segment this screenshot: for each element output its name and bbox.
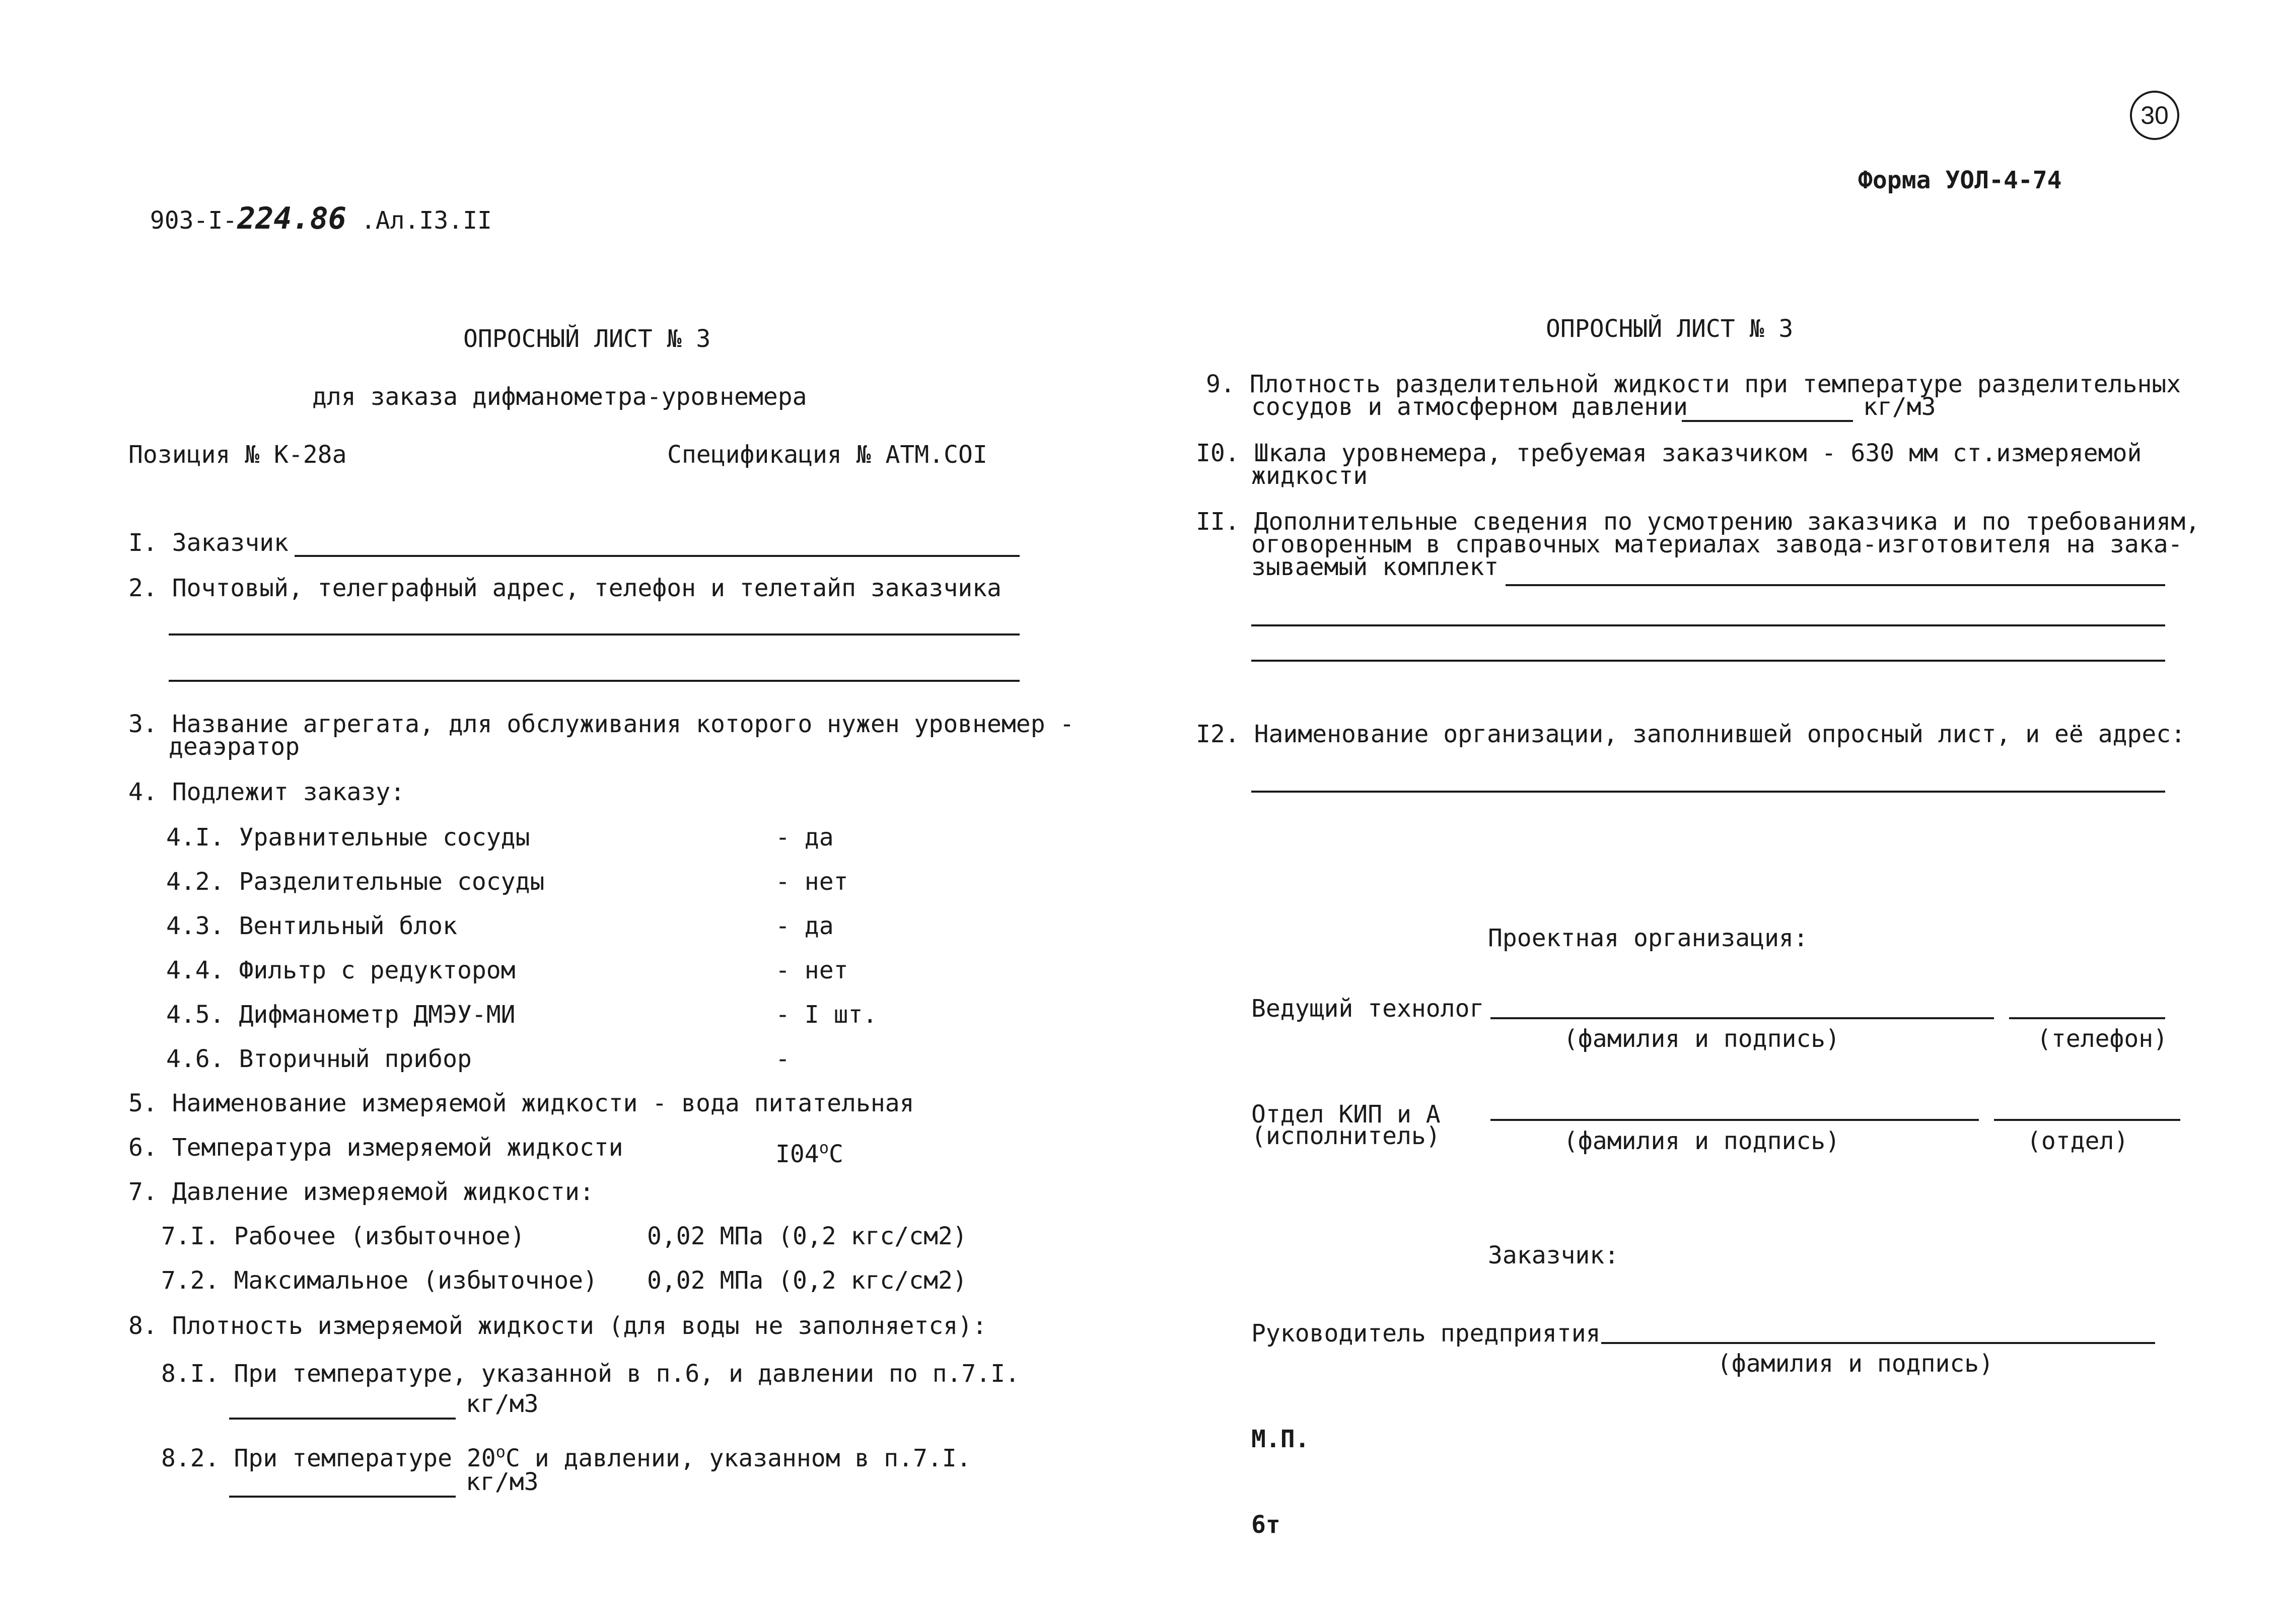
item-8-1-fill-line — [229, 1418, 456, 1420]
document-code-prefix: 903-I- — [150, 206, 238, 235]
kip-sign-caption: (фамилия и подпись) — [1563, 1127, 1840, 1155]
enterprise-head-sign-caption: (фамилия и подпись) — [1717, 1350, 1994, 1378]
item-8-2-degree: о — [495, 1442, 506, 1461]
lead-technologist-phone-line — [2009, 1017, 2165, 1019]
left-title: ОПРОСНЫЙ ЛИСТ № 3 — [463, 325, 711, 353]
item-8-1-unit: кг/м3 — [466, 1390, 539, 1418]
item-9-fill-line — [1682, 420, 1853, 422]
item-11-line-1: II. Дополнительные сведения по усмотрению заказчика и по требованиям, — [1196, 508, 2200, 536]
sub-item-4-4-value: - нет — [775, 956, 848, 984]
lead-technologist-sign-line — [1490, 1017, 1994, 1019]
item-12-organization: I2. Наименование организации, заполнившей опросный лист, и её адрес: — [1196, 720, 2186, 748]
form-label: Форма УОЛ-4-74 — [1858, 166, 2062, 194]
item-10-line-2: жидкости — [1251, 462, 1368, 490]
document-code-handwritten: 224.86 — [237, 201, 346, 236]
position-label: Позиция № К-28а — [128, 441, 347, 469]
design-organization-heading: Проектная организация: — [1488, 924, 1808, 952]
item-11-line-2: оговоренным в справочных материалах завода-изготовителя на зака- — [1251, 530, 2183, 558]
sub-item-4-4-label: 4.4. Фильтр с редуктором — [166, 956, 516, 984]
item-8-2-pre: 8.2. При температуре 20 — [161, 1444, 496, 1472]
item-9-unit: кг/м3 — [1863, 393, 1936, 421]
kip-executor-label: (исполнитель) — [1251, 1122, 1441, 1150]
item-5-liquid: 5. Наименование измеряемой жидкости - вода питательная — [128, 1089, 914, 1117]
item-8-density: 8. Плотность измеряемой жидкости (для воды не заполняется): — [128, 1312, 987, 1340]
item-1-customer: I. Заказчик — [128, 529, 289, 557]
sub-item-4-3-label: 4.3. Вентильный блок — [166, 912, 457, 940]
item-7-pressure: 7. Давление измеряемой жидкости: — [128, 1178, 594, 1206]
sub-item-4-6-value: - — [775, 1045, 790, 1073]
sub-item-4-5-label: 4.5. Дифманометр ДМЭУ-МИ — [166, 1001, 516, 1029]
right-title: ОПРОСНЫЙ ЛИСТ № 3 — [1546, 315, 1794, 343]
kip-sign-line — [1490, 1119, 1979, 1121]
item-4-order: 4. Подлежит заказу: — [128, 778, 405, 806]
kip-department-label: Отдел КИП и А — [1251, 1100, 1441, 1128]
item-3-line-2: деаэратор — [169, 733, 300, 761]
lead-technologist-phone-caption: (телефон) — [2037, 1025, 2168, 1053]
stamp-place: М.П. — [1251, 1425, 1310, 1453]
sub-item-4-2-label: 4.2. Разделительные сосуды — [166, 868, 545, 896]
item-6-temp-number: I04 — [775, 1140, 819, 1168]
item-2-fill-line-2 — [169, 680, 1020, 682]
item-8-2-text — [161, 1438, 971, 1472]
item-11-line-3: зываемый комплект — [1251, 553, 1499, 581]
item-7-1-value: 0,02 МПа (0,2 кгс/см2) — [647, 1222, 967, 1250]
item-9-line-2: сосудов и атмосферном давлении — [1251, 393, 1688, 421]
item-8-2-fill-line — [229, 1496, 456, 1498]
footer-mark: 6т — [1251, 1511, 1280, 1539]
item-2-fill-line-1 — [169, 633, 1020, 636]
item-7-1-label: 7.I. Рабочее (избыточное) — [161, 1222, 525, 1250]
document-code-suffix: .Ал.I3.II — [346, 206, 492, 235]
enterprise-head-label: Руководитель предприятия — [1251, 1319, 1601, 1348]
sub-item-4-3-value: - да — [775, 912, 834, 940]
item-8-2-unit: кг/м3 — [466, 1468, 539, 1496]
specification-label: Спецификация № АТМ.СОI — [667, 441, 987, 469]
sub-item-4-2-value: - нет — [775, 868, 848, 896]
item-6-degree: о — [819, 1138, 829, 1157]
kip-dept-line — [1994, 1119, 2180, 1121]
sub-item-4-6-label: 4.6. Вторичный прибор — [166, 1045, 472, 1073]
item-6-temperature-label: 6. Температура измеряемой жидкости — [128, 1134, 623, 1162]
left-subtitle: для заказа дифманометра-уровнемера — [312, 383, 807, 411]
sub-item-4-1-label: 4.I. Уравнительные сосуды — [166, 823, 530, 852]
item-6-unit: С — [828, 1140, 843, 1168]
item-7-2-label: 7.2. Максимальное (избыточное) — [161, 1266, 598, 1295]
item-9-line-1: 9. Плотность разделительной жидкости при температуре разделительных — [1206, 370, 2181, 398]
sub-item-4-5-value: - I шт. — [775, 1001, 878, 1029]
item-8-2-post: С и давлении, указанном в п.7.I. — [505, 1444, 971, 1472]
item-11-fill-line-3 — [1251, 660, 2165, 662]
item-2-address: 2. Почтовый, телеграфный адрес, телефон и телетайп заказчика — [128, 574, 1002, 602]
item-11-fill-line-1 — [1506, 584, 2165, 586]
document-code — [121, 176, 492, 235]
item-12-fill-line — [1251, 791, 2165, 793]
item-1-fill-line — [295, 555, 1020, 557]
enterprise-head-sign-line — [1601, 1342, 2155, 1344]
lead-technologist-label: Ведущий технолог — [1251, 995, 1484, 1023]
item-10-line-1: I0. Шкала уровнемера, требуемая заказчиком - 630 мм ст.измеряемой — [1196, 439, 2142, 467]
customer-heading: Заказчик: — [1488, 1241, 1619, 1269]
lead-technologist-sign-caption: (фамилия и подпись) — [1563, 1025, 1840, 1053]
sub-item-4-1-value: - да — [775, 823, 834, 852]
page-number: 30 — [2130, 91, 2179, 140]
item-11-fill-line-2 — [1251, 624, 2165, 626]
item-3-line-1: 3. Название агрегата, для обслуживания которого нужен уровнемер - — [128, 710, 1075, 738]
item-7-2-value: 0,02 МПа (0,2 кгс/см2) — [647, 1266, 967, 1295]
item-6-temperature-value — [775, 1134, 843, 1168]
item-8-1-text: 8.I. При температуре, указанной в п.6, и давлении по п.7.I. — [161, 1360, 1020, 1388]
kip-dept-caption: (отдел) — [2027, 1127, 2129, 1155]
